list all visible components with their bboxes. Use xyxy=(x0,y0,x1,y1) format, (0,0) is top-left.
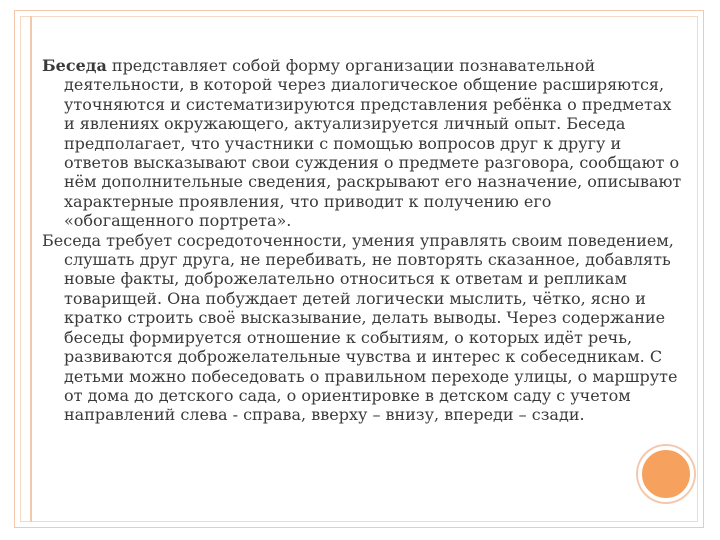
paragraph-1-lead-term: Беседа xyxy=(42,56,107,75)
paragraph-1 xyxy=(42,56,682,231)
body-text xyxy=(42,56,682,425)
paragraph-1-text: представляет собой форму организации познавательной деятельности, в которой через диалогическое общение расширяются, уточняются и систематизируются представления ребёнка о предметах и явлениях окружающего, актуализируется личный опыт. Беседа предполагает, что участники с помощью вопросов друг к другу и ответов высказывают свои суждения о предмете разговора, сообщают о нём дополнительные сведения, раскрывают его назначение, описывают характерные проявления, что приводит к получению его «обогащенного портрета». xyxy=(64,56,682,231)
paragraph-2: Беседа требует сосредоточенности, умения управлять своим поведением, слушать друг друга, не перебивать, не повторять сказанное, добавлять новые факты, доброжелательно относиться к ответам и репликам товарищей. Она побуждает детей логически мыслить, чётко, ясно и кратко строить своё высказывание, делать выводы. Через содержание беседы формируется отношение к событиям, о которых идёт речь, развиваются доброжелательные чувства и интерес к собеседникам. С детьми можно побеседовать о правильном переходе улицы, о маршруте от дома до детского сада, о ориентировке в детском саду с учетом направлений слева - справа, вверху – внизу, впереди – сзади. xyxy=(42,230,678,425)
left-accent-rule xyxy=(30,16,32,522)
decorative-circle xyxy=(638,446,694,502)
